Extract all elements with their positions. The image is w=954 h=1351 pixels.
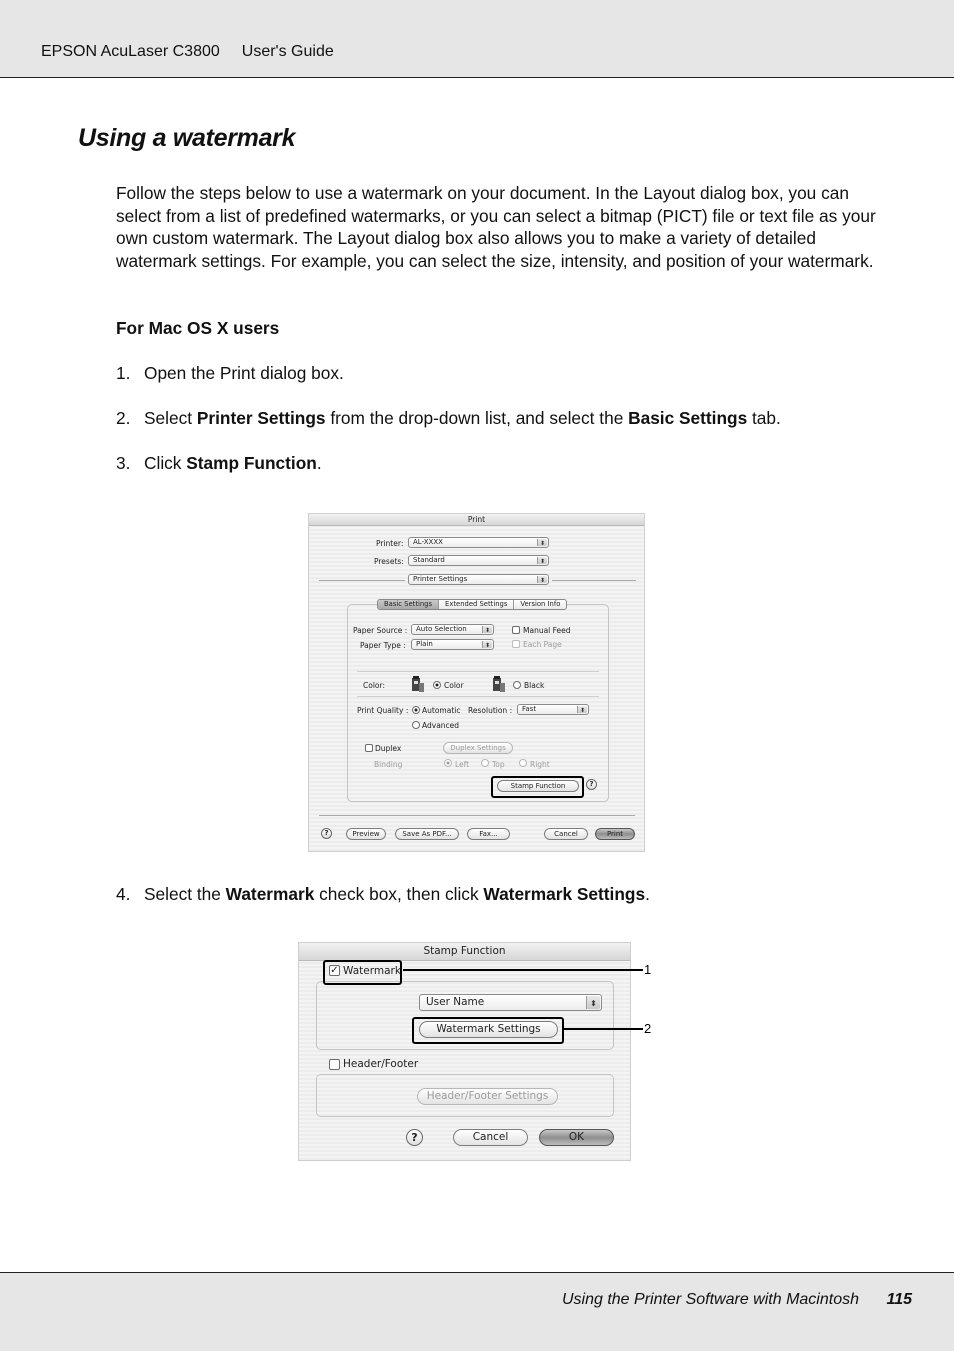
save-as-pdf-button[interactable]: Save As PDF... [395,828,459,840]
header-guide: User's Guide [241,43,334,60]
resolution-label: Resolution : [468,706,513,715]
binding-right-label: Right [530,760,550,769]
color-ink-icon [411,675,425,693]
cancel-button[interactable]: Cancel [544,828,588,840]
watermark-settings-button[interactable]: Watermark Settings [419,1021,558,1038]
tab-basic-settings[interactable]: Basic Settings [378,600,439,609]
stamp-dialog-title: Stamp Function [299,943,630,961]
callout-1: 1 [644,962,652,977]
print-dialog-screenshot [308,513,645,852]
presets-select[interactable]: Standard ⬍ [408,555,549,566]
subheading: For Mac OS X users [116,318,280,338]
divider [552,580,636,581]
presets-label: Presets: [374,557,404,566]
popup-arrows-icon: ⬍ [577,706,587,713]
panel-help-icon[interactable]: ? [586,779,597,790]
callout-line-1 [403,969,643,971]
fax-button[interactable]: Fax... [467,828,510,840]
divider [357,671,599,672]
duplex-label: Duplex [375,744,402,753]
automatic-label: Automatic [422,706,461,715]
binding-right-radio[interactable] [519,759,527,767]
tab-version-info[interactable]: Version Info [520,600,561,608]
binding-left-label: Left [455,760,470,769]
popup-arrows-icon: ⬍ [537,576,547,583]
panel-select[interactable]: Printer Settings ⬍ [408,574,549,585]
page-footer [0,1272,954,1351]
paper-type-select[interactable]: Plain ⬍ [411,639,494,650]
each-page-label: Each Page [523,640,562,649]
paper-source-select[interactable]: Auto Selection ⬍ [411,624,494,635]
print-button[interactable]: Print [595,828,635,840]
advanced-label: Advanced [422,721,460,730]
binding-top-label: Top [492,760,505,769]
divider [319,815,635,816]
step-3: 3. Click Stamp Function. [116,453,322,473]
page-number: 115 [886,1291,912,1308]
advanced-radio[interactable] [412,721,420,729]
manual-feed-label: Manual Feed [523,626,571,635]
stamp-function-dialog-screenshot [298,942,631,1161]
settings-tabs [377,599,567,610]
color-label: Color: [363,681,385,690]
each-page-checkbox[interactable] [512,640,520,648]
header-footer-label: Header/Footer [343,1058,419,1070]
print-quality-label: Print Quality : [357,706,409,715]
watermark-type-select[interactable]: User Name ⬍ [419,994,602,1011]
cancel-button[interactable]: Cancel [453,1129,528,1146]
black-ink-icon [492,675,506,693]
popup-arrows-icon: ⬍ [482,626,492,633]
stamp-function-button[interactable]: Stamp Function [497,780,579,792]
step-1: 1. Open the Print dialog box. [116,363,344,383]
popup-arrows-icon: ⬍ [537,539,547,546]
paper-type-label: Paper Type : [360,641,406,650]
paper-source-label: Paper Source : [353,626,408,635]
black-option-label: Black [524,681,545,690]
printer-label: Printer: [376,539,404,548]
popup-arrows-icon: ⬍ [537,557,547,564]
divider [319,580,405,581]
color-radio[interactable] [433,681,441,689]
preview-button[interactable]: Preview [346,828,386,840]
step-2: 2. Select Printer Settings from the drop-down list, and select the Basic Settings tab. [116,408,781,428]
watermark-label: Watermark [343,965,401,977]
automatic-radio[interactable] [412,706,420,714]
header-footer-checkbox[interactable] [329,1059,340,1070]
tab-extended-settings[interactable]: Extended Settings [439,600,514,609]
section-title: Using a watermark [78,124,296,152]
duplex-settings-button[interactable]: Duplex Settings [443,742,513,754]
print-dialog-title: Print [309,514,644,526]
footer-chapter: Using the Printer Software with Macintosh [561,1291,859,1308]
resolution-select[interactable]: Fast ⬍ [517,704,589,715]
black-radio[interactable] [513,681,521,689]
step-4: 4. Select the Watermark check box, then click Watermark Settings. [116,884,650,904]
printer-select[interactable]: AL-XXXX ⬍ [408,537,549,548]
callout-2: 2 [644,1021,652,1036]
binding-top-radio[interactable] [481,759,489,767]
callout-line-2 [563,1028,643,1030]
popup-arrows-icon: ⬍ [482,641,492,648]
manual-feed-checkbox[interactable] [512,626,520,634]
header-footer-settings-button[interactable]: Header/Footer Settings [417,1088,558,1105]
binding-label: Binding [374,760,403,769]
binding-left-radio[interactable] [444,759,452,767]
color-option-label: Color [444,681,464,690]
header-product: EPSON AcuLaser C3800 [41,43,220,60]
dialog-help-icon[interactable]: ? [321,828,332,839]
duplex-checkbox[interactable] [365,744,373,752]
ok-button[interactable]: OK [539,1129,614,1146]
header-text [41,43,334,61]
watermark-checkbox[interactable]: ✓ [330,965,339,976]
page-header [0,0,954,78]
help-icon[interactable]: ? [406,1129,423,1146]
popup-arrows-icon: ⬍ [586,996,600,1009]
divider [357,696,599,697]
intro-paragraph: Follow the steps below to use a watermark on your document. In the Layout dialog box, you can select from a list of predefined watermarks, or you can select a bitmap (PICT) file or text file as your own custom watermark. The Layout dialog box also allows you to make a variety of detailed watermark settings. For example, you can select the size, intensity, and position of your watermark. [116,183,876,271]
